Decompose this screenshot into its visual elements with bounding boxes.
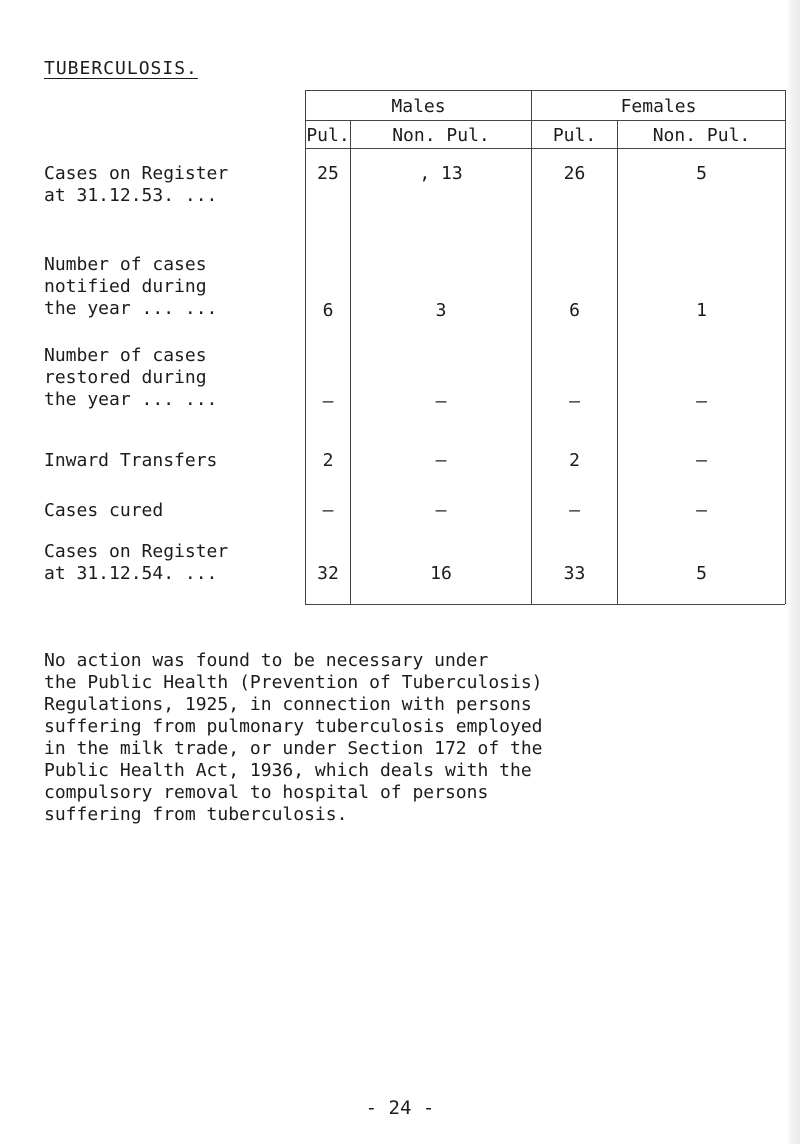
- cell-register-1953-male-non-pul: , 13: [419, 163, 463, 184]
- cell-notified-female-pul: 6: [569, 300, 580, 321]
- cell-transfers-male-pul: 2: [322, 450, 334, 471]
- header-male-pul: Pul.: [306, 125, 350, 146]
- cell-cured-male-pul: –: [322, 500, 334, 521]
- cell-notified-male-pul: 6: [322, 300, 334, 321]
- col-divider-female-pul: [617, 120, 618, 604]
- cell-restored-male-pul: –: [322, 391, 334, 412]
- cell-notified-male-non-pul: 3: [435, 300, 447, 321]
- page-edge-shadow: [786, 0, 800, 1144]
- cell-register-1953-female-non-pul: 5: [696, 163, 707, 184]
- cell-transfers-female-pul: 2: [569, 450, 580, 471]
- header-male-non-pul: Non. Pul.: [392, 125, 490, 146]
- group-header-rule: [305, 120, 785, 121]
- row-label-cases-cured: Cases cured: [44, 500, 164, 521]
- cell-transfers-female-non-pul: –: [696, 450, 707, 471]
- header-females: Females: [620, 96, 697, 117]
- cell-register-1954-male-pul: 32: [317, 563, 339, 584]
- page-heading: TUBERCULOSIS.: [44, 58, 198, 79]
- row-label-restored: Number of cases restored during the year ... ...: [44, 345, 218, 410]
- cell-register-1953-male-pul: 25: [317, 163, 339, 184]
- cell-cured-male-non-pul: –: [435, 500, 447, 521]
- cell-cured-female-non-pul: –: [696, 500, 707, 521]
- cell-transfers-male-non-pul: –: [435, 450, 447, 471]
- row-label-inward-transfers: Inward Transfers: [44, 450, 218, 471]
- row-label-register-1953: Cases on Register at 31.12.53. ...: [44, 163, 229, 206]
- header-female-non-pul: Non. Pul.: [652, 125, 751, 146]
- body-paragraph: No action was found to be necessary under the Public Health (Prevention of Tuberculosis) Regulations, 1925, in connection with persons suffering from pulmonary tuberculosis employed in the milk trade, or under Section 172 of the Public Health Act, 1936, which deals with the compulsory removal to hospital of persons suffering from tuberculosis.: [44, 650, 543, 825]
- cell-restored-male-non-pul: –: [435, 391, 447, 412]
- col-divider-male-pul: [350, 120, 351, 604]
- cell-register-1954-female-non-pul: 5: [696, 563, 707, 584]
- cell-cured-female-pul: –: [569, 500, 580, 521]
- page-number: - 24 -: [365, 1097, 435, 1119]
- row-label-notified: Number of cases notified during the year ... ...: [44, 254, 218, 319]
- sub-header-rule: [305, 148, 785, 149]
- cell-restored-female-non-pul: –: [696, 391, 707, 412]
- table-top-rule: [305, 90, 785, 91]
- cell-register-1954-male-non-pul: 16: [430, 563, 452, 584]
- header-female-pul: Pul.: [552, 125, 597, 146]
- cell-register-1954-female-pul: 33: [563, 563, 586, 584]
- header-males: Males: [391, 96, 446, 117]
- cell-register-1953-female-pul: 26: [563, 163, 586, 184]
- cell-notified-female-non-pul: 1: [696, 300, 707, 321]
- table-bottom-rule: [305, 604, 785, 605]
- row-label-register-1954: Cases on Register at 31.12.54. ...: [44, 541, 229, 584]
- cell-restored-female-pul: –: [569, 391, 580, 412]
